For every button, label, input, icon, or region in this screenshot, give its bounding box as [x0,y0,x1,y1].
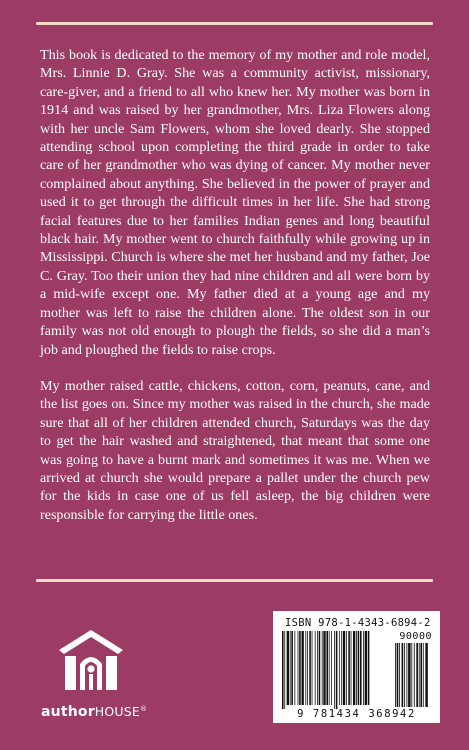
barcode-bar [294,631,295,705]
isbn-barcode [273,611,440,723]
barcode-bar [329,631,330,705]
dedication-paragraph-2: My mother raised cattle, chickens, cotton, corn, peanuts, cane, and the list goes on. Since my mother was raised in the church, she made sure that all of her children attended church, Saturdays was the day to get the hair washed and straightened, that meant that some one was going to have a burnt mark and sometimes it was me. When we arrived at church she would prepare a pallet under the church pew for the kids in case one of us fell asleep, the big children were responsible for carrying the little ones. [40,377,430,523]
publisher-name-author: author [41,704,95,720]
bottom-divider [36,579,433,582]
publisher-name-house: HOUSE [94,704,141,719]
barcode-addon-bar [411,643,412,707]
authorhouse-logo-icon [56,628,126,694]
barcode-bar [365,631,367,705]
dedication-text [40,46,430,524]
barcode-bar [336,631,338,709]
barcode-addon-bar [414,643,415,707]
barcode-bar [341,631,342,705]
barcode-addon-bar [423,643,424,707]
barcode-bar [309,631,311,705]
barcode-addon-bar [404,643,405,707]
publisher-name [41,704,147,720]
barcode-bar [334,631,335,709]
barcode-bar [315,631,316,705]
barcode-bar [331,631,332,705]
barcode-addon-bar [399,643,400,707]
barcode-bar [326,631,328,705]
barcode-bar [284,631,285,709]
barcode-bar [298,631,299,705]
barcode-bar [307,631,308,705]
barcode-bar [323,631,325,705]
price-code: 90000 [399,631,432,642]
barcode-bar [358,631,360,705]
barcode-bar [363,631,364,705]
barcode-bar [282,631,284,709]
barcode-bar [346,631,347,705]
barcode-addon-bar [425,643,427,707]
barcode-bar [302,631,304,705]
isbn-label: ISBN 978-1-4343-6894-2 [285,617,431,629]
dedication-paragraph-1: This book is dedicated to the memory of my mother and role model, Mrs. Linnie D. Gray. She was a community activist, missionary, care-giver, and a friend to all who knew her. My mother was born in 1914 and was raised by her grandmother, Mrs. Liza Flowers along with her uncle Sam Flowers, whom she loved dearly. She stopped attending school upon completing the third grade in order to take care of her grandmother who was dying of cancer. My mother never complained about anything. She believed in the power of prayer and used it to get through the difficult times in her life. She had strong facial features due to her families Indian genes and long beautiful black hair. My mother went to church faithfully while growing up in Mississippi. Church is where she met her husband and my father, Joe C. Gray. Too their union they had nine children and all were born by a mid-wife except one. My father died at a young age and my mother was left to raise the children alone. The oldest son in our family was not old enough to plough the fields, so she did a man’s job and ploughed the fields to raise crops. [40,47,430,358]
barcode-bar [351,631,352,705]
barcode-addon-bar [408,643,410,707]
barcode-addon-bar [419,643,420,707]
barcode-addon-bar [395,643,396,707]
barcode-bar [339,631,340,705]
barcode-bar [319,631,321,705]
barcode-bar [317,631,318,705]
barcode-bar [322,631,323,705]
barcode-addon-bar [397,643,399,707]
barcode-bar [312,631,313,705]
barcode-bar [368,631,370,705]
registered-mark: ® [140,705,148,713]
barcode-addon-bar [402,643,404,707]
barcode-bar [356,631,357,705]
ean-digits: 9 781434 368942 [297,708,416,720]
barcode-bar [290,631,291,705]
barcode-bar [287,631,289,705]
barcode-bar [348,631,350,705]
barcode-addon-bar [416,643,418,707]
barcode-bar [360,631,362,705]
barcode-bar [305,631,306,705]
barcode-bars [282,631,433,711]
barcode-bar [291,631,293,705]
barcode-bar [353,631,355,705]
barcode-addon-bar [406,643,407,707]
top-divider [36,22,433,25]
barcode-bar [299,631,301,705]
barcode-bar [343,631,345,705]
barcode-addon-bar [420,643,422,707]
